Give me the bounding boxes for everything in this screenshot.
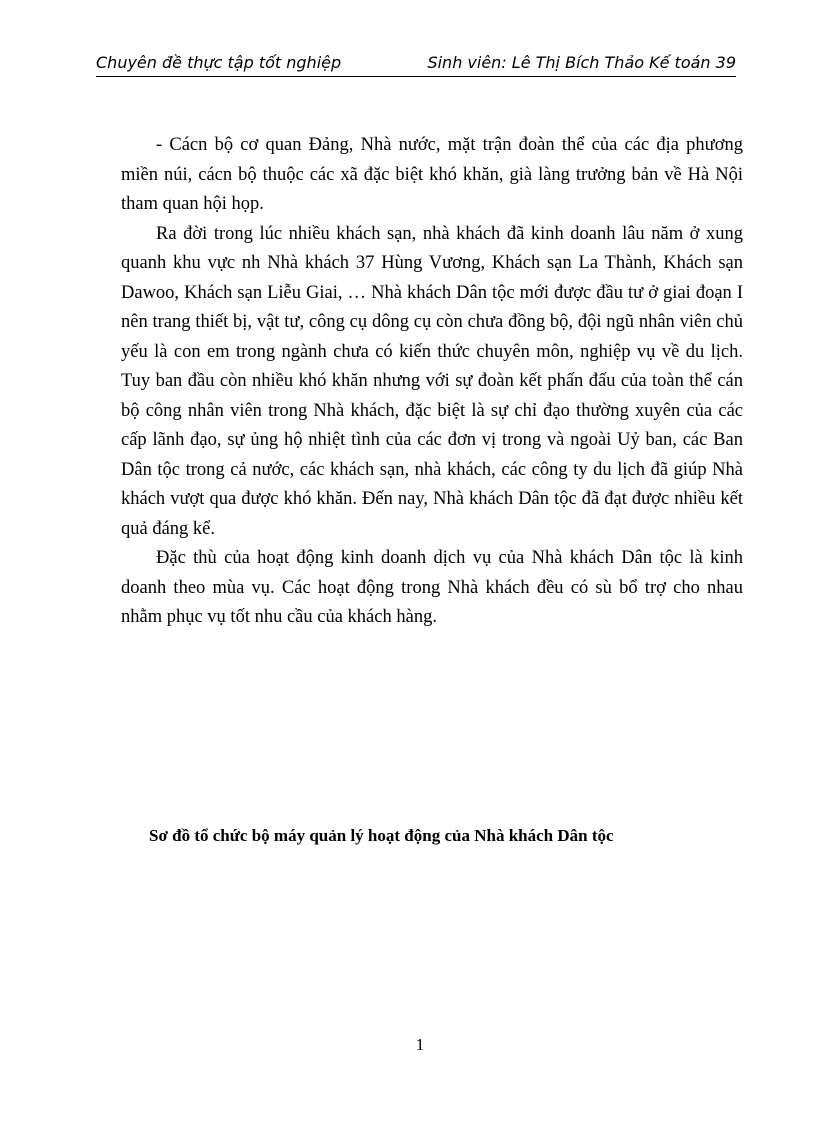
page-header — [96, 52, 736, 77]
body-text — [121, 131, 743, 633]
section-title: Sơ đồ tổ chức bộ máy quản lý hoạt động của Nhà khách Dân tộc — [149, 826, 614, 845]
paragraph-1: - Cácn bộ cơ quan Đảng, Nhà nước, mặt trận đoàn thể của các địa phương miền núi, cácn bộ thuộc các xã đặc biệt khó khăn, già làng trưởng bản về Hà Nội tham quan hội họp. — [121, 135, 743, 214]
paragraph-3: Đặc thù của hoạt động kinh doanh dịch vụ của Nhà khách Dân tộc là kinh doanh theo mùa vụ. Các hoạt động trong Nhà khách đều có sù bổ trợ cho nhau nhằm phục vụ tốt nhu cầu của khách hàng. — [121, 548, 743, 627]
header-document-title: Chuyên đề thực tập tốt nghiệp — [96, 53, 342, 72]
page-number: 1 — [415, 1035, 425, 1054]
header-student-info: Sinh viên: Lê Thị Bích Thảo Kế toán 39 — [427, 53, 736, 72]
paragraph-2: Ra đời trong lúc nhiều khách sạn, nhà khách đã kinh doanh lâu năm ở xung quanh khu vực nh Nhà khách 37 Hùng Vương, Khách sạn La Thành, Khách sạn Dawoo, Khách sạn Liễu Giai, … Nhà khách Dân tộc mới được đầu tư ở giai đoạn I nên trang thiết bị, vật tư, công cụ dông cụ còn chưa đồng bộ, đội ngũ nhân viên chủ yếu là con em trong ngành chưa có kiến thức chuyên môn, nghiệp vụ về du lịch. Tuy ban đầu còn nhiều khó khăn nhưng với sự đoàn kết phấn đấu của toàn thể cán bộ công nhân viên trong Nhà khách, đặc biệt là sự chỉ đạo thường xuyên của các cấp lãnh đạo, sự ủng hộ nhiệt tình của các đơn vị trong và ngoài Uỷ ban, các Ban Dân tộc trong cả nước, các khách sạn, nhà khách, các công ty du lịch đã giúp Nhà khách vượt qua được khó khăn. Đến nay, Nhà khách Dân tộc đã đạt được nhiều kết quả đáng kể. — [121, 223, 743, 539]
